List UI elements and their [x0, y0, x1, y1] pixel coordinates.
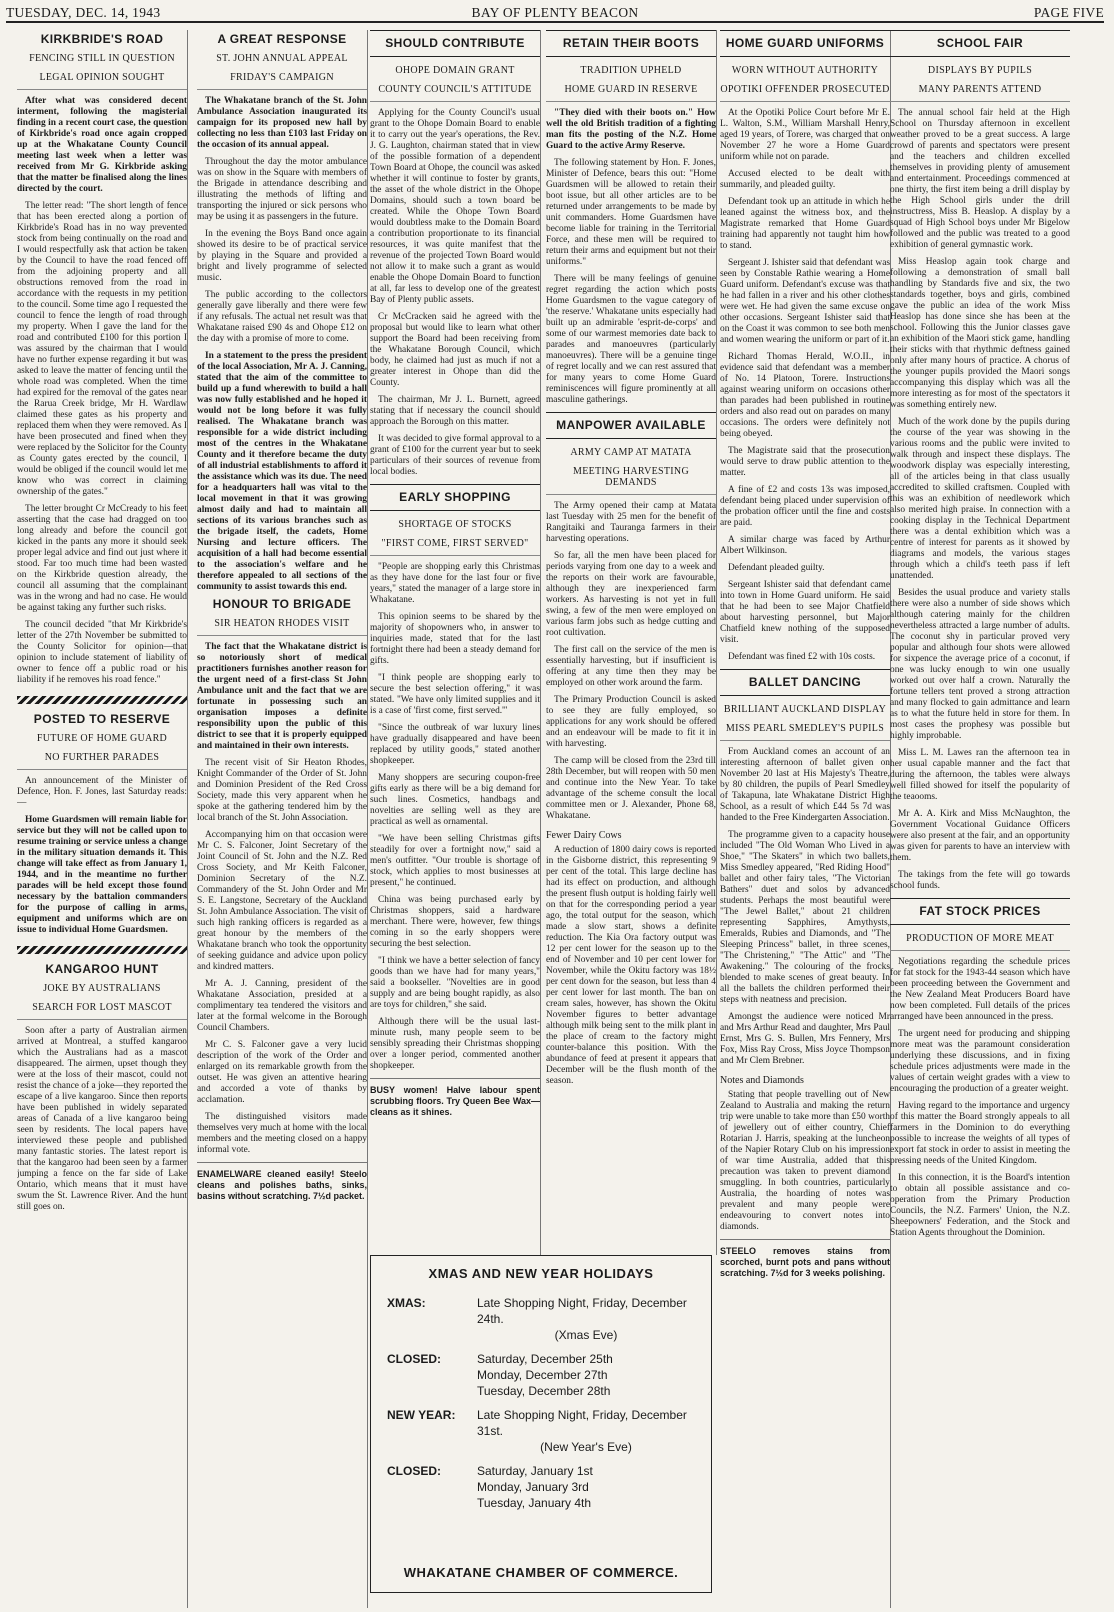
paragraph: Much of the work done by the pupils during the course of the year was showing in the various rooms and the public were invited to walk through and inspect these displays. The woodwork display was especially interesting, all of the articles being in that class usually accredited to skilled craftsmen. Coupled with this was an exhibition of needlework which also merited high praise. In connection with a cooking display in the Technical Department there was a dental exhibition which was a centre of interest for parents as it showed by diagrams and models, the various stages through which a child's teeth pass if left unattended.	[890, 417, 1070, 581]
paragraph: The letter read: "The short length of fence that has been erected along a portion of Kirkbride's Road has in no way prevented stock from being continually on the road and I would respectfully ask that action be taken by the Council to have the road fenced off from the adjoining property and all obstructions removed from the road in accordance with the requests in my petition to the council. Some time ago I requested the council to fence the length of road through my property. When I gave the land for the road and contributed £100 for this portion I was assured by the chairman that I would have no further expense regarding it but was asked to leave the matter of fencing until the whole road was completed. When the time had expired for the removal of the gates near the Rarua Creek bridge, Mr H. Wardlaw claimed these gates as his property and replaced them when they were removed. As I have been prosecuted and fined when they were replaced by the Solicitor for the County as County gates erected by the council, I would be obliged if the council would let me know who was correct in claiming ownership of the gates."	[17, 201, 187, 497]
holiday-detail: (New Year's Eve)	[540, 1440, 632, 1454]
paragraph: China was being purchased early by Christmas shoppers, said a hardware merchant. There were, however, few things coming in so the early shoppers were securing the best selection.	[370, 895, 540, 949]
paragraph: The Magistrate said that the prosecution would serve to draw public attention to the matter.	[720, 446, 890, 478]
masthead	[6, 3, 1104, 23]
holidays-title: XMAS AND NEW YEAR HOLIDAYS	[428, 1266, 654, 1281]
headline: Fewer Dairy Cows	[546, 830, 622, 841]
paragraph: In this connection, it is the Board's intention to obtain all possible assistance and co-operation from the Primary Production Councils, the N.Z. Farmers' Union, the N.Z. Sheepowners' Federation, and the Stock and Station Agents throughout the Dominion.	[890, 1173, 1070, 1238]
paragraph: The first call on the service of the men is essentially harvesting, but if insufficient is offering at any time then they may be employed on other work around the farm.	[546, 645, 716, 688]
article-honour-to-brigade	[197, 599, 367, 1156]
holiday-row-new-year	[387, 1407, 695, 1455]
paragraph: The programme given to a capacity house included "The Old Woman Who Lived in a Shoe," "The Skaters" in which two ballets, Miss Smedley appeared, "Red Riding Hood" ballet and other fairy tales, "The Victorian Bathers" duet and solos by advanced students. Perhaps the most beautiful were "The Jewel Ballet," about 21 children representing Sapphires, Amythysts, Emeralds, Rubies and Diamonds, and "The Sleeping Princess" ballet, in three scenes, "The Christening," "The Attic" and "The Awakening." The colouring of the frocks blended to make scenes of great beauty. In all the ballets the children performed their steps with neatness and precision.	[720, 830, 890, 1005]
paragraph: The urgent need for producing and shipping more meat was the paramount consideration underlying these discussions, and in fixing schedule prices adjustments were made in the values of certain weight grades with a view to encouraging the production of a greater weight.	[890, 1029, 1070, 1094]
paragraph: The chairman, Mr J. L. Burnett, agreed stating that if necessary the council should approach the Borough on this matter.	[370, 395, 540, 427]
holiday-detail: Late Shopping Night, Friday, December 31st.	[477, 1408, 687, 1438]
newspaper-name: BAY OF PLENTY BEACON	[471, 5, 639, 20]
subheading: MANY PARENTS ATTEND	[890, 84, 1070, 102]
paragraph: Although there will be the usual last-minute rush, many people seem to be sensibly spreading their Christmas shopping over a longer period, commented another shopkeeper.	[370, 1017, 540, 1071]
paragraph: In the evening the Boys Band once again showed its desire to be of practical service by playing in the Square and provided a bright and lively programme of selected music.	[197, 229, 367, 283]
holiday-detail: Tuesday, December 28th	[477, 1384, 611, 1398]
subheading: DISPLAYS BY PUPILS	[927, 65, 1033, 76]
paragraph: The council decided "that Mr Kirkbride's letter of the 27th November be submitted to the County Solicitor for opinion—that opinion to include statement of liability of owner to fence off a public road or his liability if he removes his road fence."	[17, 620, 187, 685]
paragraph: Accompanying him on that occasion were Mr C. S. Falconer, Joint Secretary of the Joint Council of St. John and the N.Z. Red Cross Society, and Mr Keith Falconer, Dominion Secretary of the N.Z. Commandery of the St. John Order and Mr S. E. Langstone, Secretary of the Auckland St. John Ambulance Association. The visit of such high ranking officers is regarded as a great honour by the members of the Whakatane branch who took the opportunity of seeking guidance and advice upon policy and kindred matters.	[197, 830, 367, 972]
subheading: "FIRST COME, FIRST SERVED"	[370, 538, 540, 556]
holiday-detail: Saturday, January 1st	[477, 1464, 593, 1478]
paragraph: Richard Thomas Herald, W.O.II., in evidence said that defendant was a member of No. 14 Platoon, Torere. Instructions against wearing uniform on occasions other than parades had been published in routine orders and also read out on parades on many occasions. The orders were definitely not being obeyed.	[720, 352, 890, 439]
column-6	[890, 30, 1070, 1608]
paragraph: Defendant was fined £2 with 10s costs.	[728, 652, 876, 662]
paragraph: Having regard to the importance and urgency of this matter the Board strongly appeals to all farmers in the Dominion to do everything possible to increase the weights of all types of export fat stock in order to assist in meeting the pressing needs of the United Kingdom.	[890, 1101, 1070, 1166]
paragraph: "They died with their boots on." How well the old British tradition of a fighting man fits the posting of the N.Z. Home Guard to the active Army Reserve.	[546, 108, 716, 151]
holiday-detail: Saturday, December 25th	[477, 1352, 613, 1366]
holiday-detail: Monday, December 27th	[477, 1368, 608, 1382]
paragraph: The distinguished visitors made themselves very much at home with the local members and the meeting closed on a happy informal vote.	[197, 1112, 367, 1155]
subheading: SEARCH FOR LOST MASCOT	[17, 1002, 187, 1020]
headline: POSTED TO RESERVE	[33, 712, 171, 726]
holiday-row-xmas	[387, 1295, 695, 1343]
holiday-label: CLOSED:	[387, 1464, 441, 1478]
subheading: NO FURTHER PARADES	[17, 752, 187, 770]
page-number: PAGE FIVE	[1033, 5, 1104, 20]
paragraph: Defendant pleaded guilty.	[728, 563, 825, 573]
paragraph: Accused elected to be dealt with summarily, and pleaded guilty.	[720, 169, 890, 190]
subheading: JOKE BY AUSTRALIANS	[43, 983, 161, 994]
issue-date: TUESDAY, DEC. 14, 1943	[6, 5, 161, 20]
paragraph: Stating that people travelling out of New Zealand to Australia and making the return trip were unable to take more than £50 worth of jewellery out of either country, Chief Rotarian J. Harris, speaking at the luncheon of the Napier Rotary Club on his impression of war time Australia, added that this precaution was taken to prevent diamond smuggling. In both countries, particularly Australia, the hoarding of notes was prevalent and many people were endeavouring to convert notes into diamonds.	[720, 1090, 890, 1232]
article-kangaroo-hunt	[17, 964, 187, 1213]
paragraph: It was decided to give formal approval to a grant of £100 for the current year but to seek particulars of their sources of revenue from local bodies.	[370, 434, 540, 477]
article-kirkbrides-road	[17, 34, 187, 686]
paragraph: A reduction of 1800 dairy cows is reported in the Gisborne district, this representing 9 per cent of the total. This large decline has had its effect on production, and although the present flush output is holding fairly well on that for the corresponding period a year ago, the total output for the season, which made a slow start, shows a definite reduction. The Kia Ora factory output was 12 per cent lower for the season up to the end of November and 10 per cent lower for November, while the Okitu factory was 18½ per cent down for the season, but less than 4 per cent lower for last month. The ban on cream sales, however, has shown the Okitu November figures to better advantage although milk being sent to the milk plant in the place of cream to the factory might counter-balance this position. With the abundance of feed at present it appears that December will be the flush month of the season.	[546, 845, 716, 1086]
article-posted-to-reserve	[17, 714, 187, 936]
paragraph: Mr C. S. Falconer gave a very lucid description of the work of the Order and enlarged on its remarkable growth from the outset. He was given an attentive hearing and accorded a vote of thanks by acclamation.	[197, 1040, 367, 1105]
paragraph: Miss L. M. Lawes ran the afternoon tea in her usual capable manner and the fact that during the afternoon, the tables were always well filled showed for itself the popularity of the teaooms.	[890, 748, 1070, 802]
divider	[17, 696, 187, 704]
subheading: OPOTIKI OFFENDER PROSECUTED	[720, 84, 890, 102]
article-should-contribute	[370, 30, 540, 478]
holiday-row-closed-xmas	[387, 1351, 695, 1399]
paragraph: This opinion seems to be shared by the majority of shopowners who, in answer to inquiries made, stated that for the last fortnight there had been a steady demand for gifts.	[370, 612, 540, 666]
paragraph: The recent visit of Sir Heaton Rhodes, Knight Commander of the Order of St. John and Dominion President of the Red Cross Society, made this very apparent when he spoke at the gathering tendered him by the local branch of the St. John Association.	[197, 758, 367, 823]
holiday-detail: Late Shopping Night, Friday, December 24th.	[477, 1296, 687, 1326]
holiday-detail: Monday, January 3rd	[477, 1480, 589, 1494]
paragraph: The Army opened their camp at Matata last Tuesday with 25 men for the benefit of Rangitaiki and Tauranga farmers in their harvesting operations.	[546, 501, 716, 544]
holidays-signature: WHAKATANE CHAMBER OF COMMERCE.	[403, 1565, 679, 1580]
paragraph: Soon after a party of Australian airmen arrived at Montreal, a stuffed kangaroo which the Australians had as a mascot disappeared. The airmen, upset though they were at the loss of their mascot, could not resist the chance of a joke—they reported the escape of a live kangaroo. Since then reports have been published in widely separated areas of Canada of a live kangaroo being seen by residents. The local papers have interviewed these people and published many fantastic stories. The latest report is that the kangaroo had been seen by a farmer jumping a fence on the far side of Lake Ontario, which means that it must have swum the St. Lawrence River. And the hunt still goes on.	[17, 1026, 187, 1212]
column-1	[17, 30, 188, 1608]
holidays-advertisement	[370, 1255, 712, 1593]
advert-queen-bee-wax: BUSY women! Halve labour spent scrubbing floors. Try Queen Bee Wax—cleans as it shines.	[370, 1078, 540, 1118]
subheading: COUNTY COUNCIL'S ATTITUDE	[370, 84, 540, 102]
article-fat-stock-prices	[890, 898, 1070, 1239]
holiday-label: NEW YEAR:	[387, 1408, 456, 1422]
subheading: LEGAL OPINION SOUGHT	[17, 72, 187, 90]
column-4	[546, 30, 717, 1255]
paragraph: The takings from the fete will go towards school funds.	[890, 870, 1070, 891]
article-great-response	[197, 34, 367, 593]
article-retain-their-boots	[546, 30, 716, 406]
headline: Notes and Diamonds	[720, 1075, 804, 1086]
article-fewer-dairy-cows	[546, 830, 716, 1087]
holiday-row-closed-new-year	[387, 1463, 695, 1511]
paragraph: So far, all the men have been placed for periods varying from one day to a week and the reports on their work are favourable, although they are inexperienced farm workers. As harvesting is not yet in full swing, a few of the men were employed on various farm jobs such as hedge cutting and root cultivation.	[546, 551, 716, 638]
paragraph: Cr McCracken said he agreed with the proposal but would like to learn what other support the Board had been receiving from the Whakatane Borough Council, which body, he claimed had just as much if not a greater interest in Ohope than did the County.	[370, 312, 540, 388]
holiday-label: CLOSED:	[387, 1352, 441, 1366]
subheading: FRIDAY'S CAMPAIGN	[197, 72, 367, 90]
paragraph: From Auckland comes an account of an interesting afternoon of ballet given on November 20 last at His Majesty's Theatre, by 80 children, the pupils of Pearl Smedley of Takapuna, late Whakatane District High School, as a result of which £44 5s 7d was handed to the Free Kindergarten Association.	[720, 747, 890, 823]
subheading: FENCING STILL IN QUESTION	[29, 53, 175, 64]
paragraph: After what was considered decent interment, following the magisterial finding in a recent court case, the question of Kirkbride's road once again cropped up at the Whakatane County Council meeting last week when a letter was received from Mr G. Kirkbride asking that the matter be finalised along the lines directed by the court.	[17, 96, 187, 194]
paragraph: Mr A. A. Kirk and Miss McNaughton, the Government Vocational Guidance Officers were also present at the fair, and an opportunity was given for parents to have an interview with them.	[890, 809, 1070, 863]
subheading: PRODUCTION OF MORE MEAT	[890, 933, 1070, 951]
headline: EARLY SHOPPING	[370, 484, 540, 511]
paragraph: A fine of £2 and costs 13s was imposed, defendant being placed under supervision of the probation officer until the fine and costs are paid.	[720, 485, 890, 528]
holiday-detail: (Xmas Eve)	[554, 1328, 618, 1342]
paragraph: Defendant took up an attitude in which he leaned against the witness box, and the Magistrate remarked that Home Guard training had apparently not taught him how to stand.	[720, 197, 890, 251]
paragraph: "Since the outbreak of war luxury lines have gradually disappeared and have been replaced by utility goods," stated another shopkeeper.	[370, 723, 540, 766]
subheading: HOME GUARD IN RESERVE	[546, 84, 716, 102]
headline: KANGAROO HUNT	[45, 962, 159, 976]
subheading: OHOPE DOMAIN GRANT	[395, 65, 515, 76]
advert-steelo: STEELO removes stains from scorched, burnt pots and pans without scratching. 7½d for 3 weeks polishing.	[720, 1239, 890, 1279]
paragraph: In a statement to the press the president of the local Association, Mr A. J. Canning, stated that the aim of the committee to build up a fund wherewith to build a hall was now fully established and he hoped it would not be long before it was fully realised. The Whakatane branch was responsible for a wide district including most of the centres in the Whakatane County and it therefore became the duty of all industrial establishments to afford it the assistance which was its due. The need for a headquarters hall was vital to the local movement in that it was growing almost daily and had to maintain all sections of its various branches such as the brigade itself, the cadets, Home Nursing and lecture officers. The acquisition of a hall had become essential to the association's welfare and he therefore appealed to all sections of the community to assist towards this end.	[197, 351, 367, 592]
paragraph: The public according to the collectors generally gave liberally and there were few if any refusals. The actual net result was that Whakatane raised £90 4s and Ohope £12 on the day with a promise of more to come.	[197, 290, 367, 344]
paragraph: The Whakatane branch of the St. John Ambulance Association inaugurated its campaign for its proposed new hall by collecting no less than £103 last Friday on the occasion of its annual appeal.	[197, 96, 367, 150]
column-5	[720, 30, 891, 1608]
subheading: TRADITION UPHELD	[580, 65, 682, 76]
paragraph: The camp will be closed from the 23rd till 28th December, but will reopen with 50 men and continue into the New Year. To take advantage of the scheme consult the local committee men or J. Alexander, Phone 68, Whakatane.	[546, 756, 716, 821]
paragraph: Many shoppers are securing coupon-free gifts early as there will be a big demand for such lines. Cosmetics, handbags and novelties are selling well as they are practical as well as ornamental.	[370, 773, 540, 827]
article-notes-and-diamonds	[720, 1075, 890, 1233]
paragraph: The following statement by Hon. F. Jones, Minister of Defence, bears this out: "Home Guardsmen will be allowed to retain their boot issue, but all other articles are to be returned under arrangements to be made by unit commanders. Home Guardsmen have become liable for training in the Territorial Force, and these men will be required to return their arms and equipment but not their uniforms."	[546, 158, 716, 267]
headline: BALLET DANCING	[720, 669, 890, 696]
article-home-guard-uniforms	[720, 30, 890, 663]
article-school-fair	[890, 30, 1070, 892]
column-2	[197, 30, 368, 1608]
article-manpower-available	[546, 412, 716, 822]
paragraph: The annual school fair held at the High School on Thursday afternoon in excellent weather proved to be a great success. A large crowd of parents and spectators were present and the teachers and children excelled themselves in providing plenty of amusement and entertainment. Proceedings commenced at one thirty, the first item being a drill display by the High School girls under the drill instructress, Miss B. Heaslop. A display by a squad of High School boys under Mr Bigelow followed and the public was treated to a good exhibition of general gymnastic work.	[890, 108, 1070, 250]
paragraph: Sergeant J. Ishister said that defendant was seen by Constable Rathie wearing a Home Guard uniform. Defendant's excuse was that he had fallen in a river and his other clothes were wet. He had given the same excuse on other occasions. Sergeant Ishister said that on the Coast it was common to see both men and women wearing the uniform or part of it.	[720, 258, 890, 345]
paragraph: Mr A. J. Canning, president of the Whakatane Association, presided at a complimentary tea tendered the visitors and later at the formal welcome in the Borough Council Chambers.	[197, 979, 367, 1033]
subheading: ST. JOHN ANNUAL APPEAL	[216, 53, 348, 64]
divider	[17, 946, 187, 954]
paragraph: Besides the usual produce and variety stalls there were also a number of side shows which although catering mainly for the children nevertheless attracted a large number of adults. The coconut shy in particular proved very popular and although four shots were allowed for sixpence the average price of a coconut, if one was lucky enough to win one usually worked out over half a crown. Naturally the fortune tellers tent proved a strong attraction and many flocked to gain admittance and learn as to what the future held in store for them. In most cases the prophesy was possible but highly improbable.	[890, 588, 1070, 741]
holiday-label: XMAS:	[387, 1296, 426, 1310]
headline: RETAIN THEIR BOOTS	[546, 30, 716, 57]
headline: A GREAT RESPONSE	[217, 32, 347, 46]
subheading: MEETING HARVESTING DEMANDS	[546, 466, 716, 495]
article-early-shopping	[370, 484, 540, 1072]
subheading: WORN WITHOUT AUTHORITY	[731, 65, 879, 76]
advert-enamelware: ENAMELWARE cleaned easily! Steelo cleans and polishes baths, sinks, basins without scratching. 7½d packet.	[197, 1162, 367, 1202]
headline: HOME GUARD UNIFORMS	[720, 30, 890, 57]
headline: HONOUR TO BRIGADE	[212, 597, 352, 611]
paragraph: "People are shopping early this Christmas as they have done for the last four or five years," stated the manager of a large store in Whakatane.	[370, 562, 540, 605]
paragraph: Amongst the audience were noticed Mr and Mrs Arthur Read and daughter, Mrs Paul Ernst, Mrs G. S. Bullen, Mrs Fennery, Mrs Fox, Miss Ray Cross, Miss Joyce Thompson and Mr Clem Brebner.	[720, 1012, 890, 1066]
subheading: SHORTAGE OF STOCKS	[398, 519, 512, 530]
article-ballet-dancing	[720, 669, 890, 1067]
holiday-detail: Tuesday, January 4th	[477, 1496, 592, 1510]
paragraph: The fact that the Whakatane district is so notoriously short of medical practitioners furnishes another reason for the urgent need of a first-class St John Ambulance unit and the fact that we are fortunate in possessing such an organisation imposes a definite responsibility upon the public of this district to see that it is properly equipped and maintained in their own interests.	[197, 642, 367, 751]
paragraph: Home Guardsmen will remain liable for service but they will not be called upon to resume training or service unless a change in the military situation demands it. This change will take effect as from January 1, 1944, and in the meantime no further parades will be held except those found necessary by the battalion commanders for the purpose of calling in arms, equipment and uniforms which are on issue to individual Home Guardsmen.	[17, 815, 187, 935]
paragraph: At the Opotiki Police Court before Mr E. L. Walton, S.M., William Marshall Henry, aged 19 years, of Torere, was charged that on November 27 he wore a Home Guard uniform while not on parade.	[720, 108, 890, 162]
paragraph: There will be many feelings of genuine regret regarding the action which posts Home Guardsmen to the vague category of 'the reserve.' Whakatane units especially had built up an admirable 'esprit-de-corps' and some of our warmest memories date back to parades and manoeuvres (particularly manoeuvres). There will be a genuine tinge of regret locally and we can rest assured that for many years to come Home Guard reminiscences will figure prominently at all masculine gatherings.	[546, 274, 716, 405]
headline: KIRKBRIDE'S ROAD	[40, 32, 164, 46]
subheading: BRILLIANT AUCKLAND DISPLAY	[723, 704, 887, 715]
subheading: SIR HEATON RHODES VISIT	[197, 618, 367, 636]
paragraph: Negotiations regarding the schedule prices for fat stock for the 1943-44 season which have been proceeding between the Government and the New Zealand Meat Producers Board have now been completed. Full details of the prices arranged have been announced in the press.	[890, 957, 1070, 1022]
paragraph: "We have been selling Christmas gifts steadily for over a fortnight now," said a men's outfitter. "Our trouble is shortage of stock, which applies to most businesses at present," he continued.	[370, 834, 540, 888]
headline: FAT STOCK PRICES	[890, 898, 1070, 925]
paragraph: The letter brought Cr McCready to his feet asserting that the case had dragged on too long already and before the council got kicked in the pants any more it should seek proper legal advice and find out just where it stood. Far too much time had been wasted on the Kirkbride question already, the council all assuming that the complainant was in the wrong and had no case. He would be against taking any further such risks.	[17, 504, 187, 613]
paragraph: A similar charge was faced by Arthur Albert Wilkinson.	[720, 535, 890, 556]
subheading: FUTURE OF HOME GUARD	[36, 733, 168, 744]
paragraph: "I think we have a better selection of fancy goods than we have had for many years," said a bookseller. "Novelties are in good supply and are being bought rapidly, as also are toys for children," she said.	[370, 956, 540, 1010]
headline: MANPOWER AVAILABLE	[546, 412, 716, 439]
subheading: MISS PEARL SMEDLEY'S PUPILS	[720, 723, 890, 741]
paragraph: Throughout the day the motor ambulance was on show in the Square with members of the Brigade in attendance describing and illustrating the methods of lifting and transporting the injured or sick persons who may be using it as passengers in the future.	[197, 157, 367, 222]
paragraph: The Primary Production Council is asked to see they are fully employed, so applications for any work should be offered and an endeavour will be made to fit it in with harvesting.	[546, 695, 716, 749]
paragraph: An announcement of the Minister of Defence, Hon. F. Jones, last Saturday reads:—	[17, 776, 187, 808]
headline: SHOULD CONTRIBUTE	[370, 30, 540, 57]
paragraph: "I think people are shopping early to secure the best selection offering," it was stated. "We have only limited supplies and it is a case of 'first come, first served.'"	[370, 673, 540, 716]
subheading: ARMY CAMP AT MATATA	[570, 447, 692, 458]
headline: SCHOOL FAIR	[890, 30, 1070, 57]
paragraph: Sergeant Ishister said that defendant came into town in Home Guard uniform. He said that he had been to see Major Chatfield about harvesting personnel, but Major Chatfield knew nothing of the supposed visit.	[720, 580, 890, 645]
paragraph: Applying for the County Council's usual grant to the Ohope Domain Board to enable it to carry out the year's operations, the Rev. J. G. Laughton, chairman stated that in view of the possible formation of a dependent Town Board at Ohope, the council was asked whether it will continue to foster by grants, the asset of the whole district in the Ohope Domains, should such a town board be created. While the Ohope Town Board would doubtless make to the Domain Board a contribution proportionate to its financial resources, it was quite manifest that the revenue of the projected Town Board would not allow it to make such a grant as would enable the Ohope Domain Board to function at all, far less to develop one of the greatest Bay of Plenty public assets.	[370, 108, 540, 305]
paragraph: Miss Heaslop again took charge and following a demonstration of small ball handling by Standards five and six, the two standards together, boys and girls, combined gave the public an idea of the work Miss Heaslop has done since she has been at the school. Following this the Junior classes gave an exhibition of the Maori stick game, handling their sticks with that rhythmic deftness gained only after many hours of practice. A chorus of the younger pupils provided the Maori songs accompanying this display which was all the more interesting as for most of the spectators it was something entirely new.	[890, 257, 1070, 410]
column-3	[370, 30, 541, 1255]
